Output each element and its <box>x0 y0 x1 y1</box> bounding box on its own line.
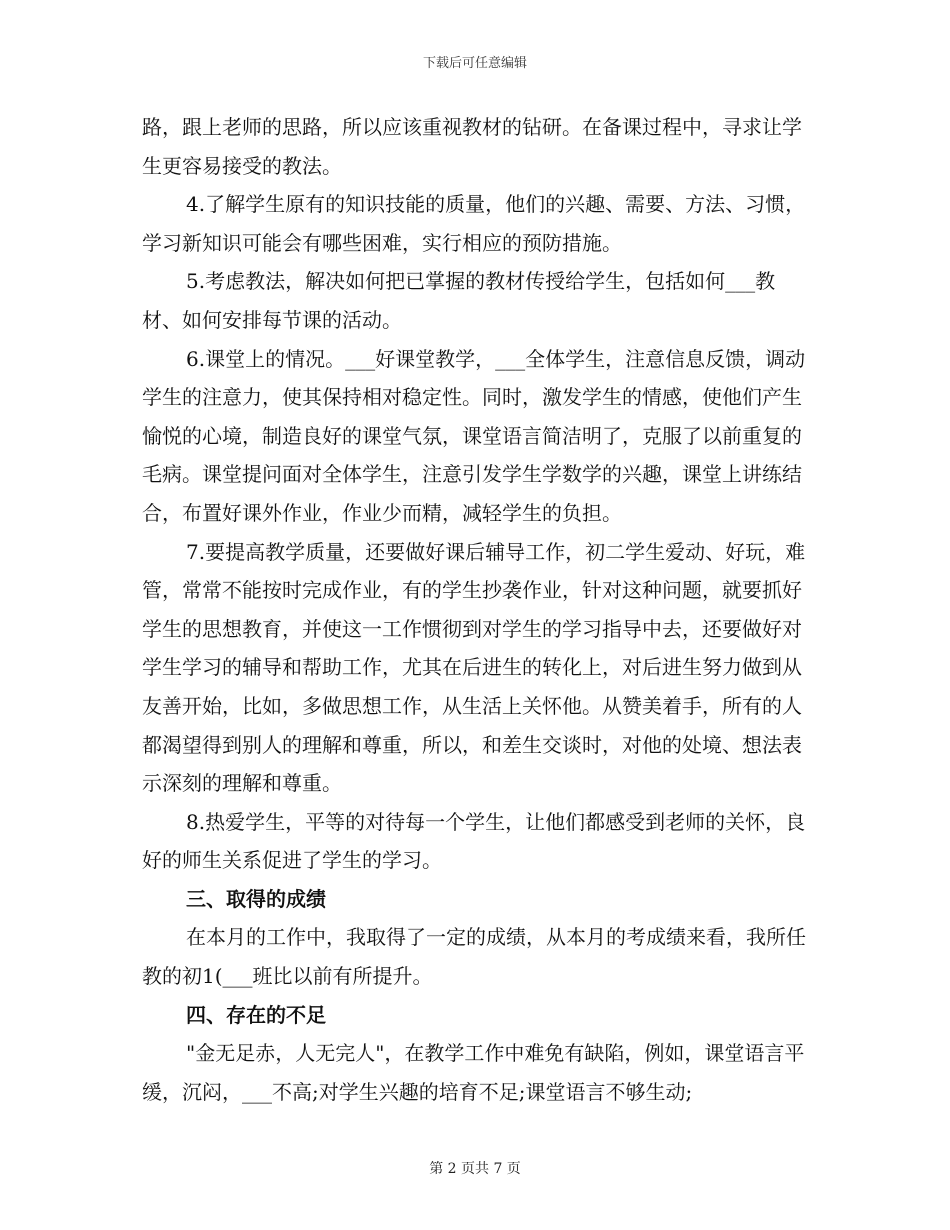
paragraph-item-6: 6.课堂上的情况。___好课堂教学，___全体学生，注意信息反馈，调动学生的注意力，使其保持相对稳定性。同时，激发学生的情感，使他们产生愉悦的心境，制造良好的课堂气氛，课堂语言简洁明了，克服了以前重复的毛病。课堂提问面对全体学生，注意引发学生学数学的兴趣，课堂上讲练结合，布置好课外作业，作业少而精，减轻学生的负担。 <box>142 346 806 525</box>
page-header: 下载后可任意编辑 <box>422 56 527 71</box>
paragraph-continuation: 路，跟上老师的思路，所以应该重视教材的钻研。在备课过程中，寻求让学生更容易接受的教法。 <box>142 115 802 178</box>
paragraph-item-4: 4.了解学生原有的知识技能的质量，他们的兴趣、需要、方法、习惯，学习新知识可能会有哪些困难，实行相应的预防措施。 <box>142 192 806 255</box>
paragraph-shortcomings: "金无足赤，人无完人"，在教学工作中难免有缺陷，例如，课堂语言平缓，沉闷，___不高;对学生兴趣的培育不足;课堂语言不够生动; <box>142 1041 805 1104</box>
paragraph-achievements: 在本月的工作中，我取得了一定的成绩，从本月的考成绩来看，我所任教的初1(___班比以前有所提升。 <box>142 925 806 989</box>
page-footer: 第 2 页共 7 页 <box>429 1161 521 1177</box>
paragraph-item-5: 5.考虑教法，解决如何把已掌握的教材传授给学生，包括如何___教材、如何安排每节课的活动。 <box>142 269 776 332</box>
section-heading-shortcomings: 四、存在的不足 <box>186 1002 326 1027</box>
paragraph-item-7: 7.要提高教学质量，还要做好课后辅导工作，初二学生爱动、好玩，难管，常常不能按时完成作业，有的学生抄袭作业，针对这种问题，就要抓好学生的思想教育，并使这一工作惯彻到对学生的学习指导中去，还要做好对学生学习的辅导和帮助工作，尤其在后进生的转化上，对后进生努力做到从友善开始，比如，多做思想工作，从生活上关怀他。从赞美着手，所有的人都渴望得到别人的理解和尊重，所以，和差生交谈时，对他的处境、想法表示深刻的理解和尊重。 <box>142 539 806 796</box>
section-heading-achievements: 三、取得的成绩 <box>186 886 326 911</box>
document-body <box>142 108 814 1111</box>
paragraph-item-8: 8.热爱学生，平等的对待每一个学生，让他们都感受到老师的关怀，良好的师生关系促进了学生的学习。 <box>142 809 806 873</box>
